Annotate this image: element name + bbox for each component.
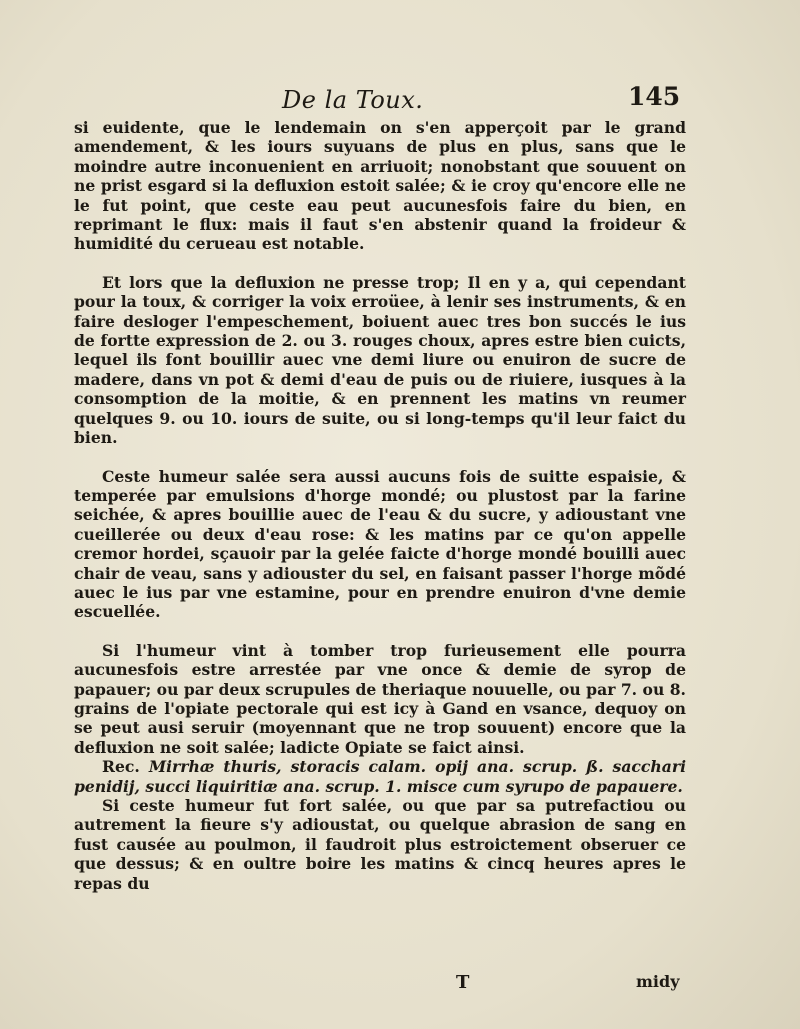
recipe-line — [74, 757, 686, 796]
paragraph-salt-humour: Ceste humeur salée sera aussi aucuns fois de suitte espaisie, & temperée par emulsions d'horge mondé; ou plustost par la farine seichée, & apres bouillie auec de l'eau & du sucre, y adioustant vne cueillerée ou deux d'eau rose: & les matins par ce qu'on appelle cremor hordei, sçauoir par la gelée faicte d'horge mondé bouilli auec chair de veau, sans y adiouster du sel, en faisant passer l'horge mõdé auec le ius par vne estamine, pour en prendre enuiron d'vne demie escuellée. — [74, 466, 686, 622]
catchword: midy — [636, 972, 680, 991]
running-head — [0, 82, 800, 118]
paragraph-final: Si ceste humeur fut fort salée, ou que par sa putrefactiou ou autrement la fieure s'y adioustat, ou quelque abrasion de sang en fust causée au poulmon, il faudroit plus estroictement obseruer ce que dessus; & en oultre boire les matins & cincq heures apres le repas du — [74, 796, 686, 893]
page-number: 145 — [628, 82, 681, 111]
paragraph-continued: si euidente, que le lendemain on s'en apperçoit par le grand amendement, & les iours suyuans de plus en plus, sans que le moindre autre inconuenient en arriuoit; nonobstant que souuent on ne prist esgard si la defluxion estoit salée; & ie croy qu'encore elle ne le fut point, que ceste eau peut aucunesfois faire du bien, en reprimant le flux: mais il faut s'en abstenir quand la froideur & humidité du cerueau est notable. — [74, 118, 686, 254]
recipe-lead: Rec. — [102, 757, 140, 777]
signature-mark: T — [456, 972, 470, 993]
body-text — [74, 118, 686, 893]
recipe-body: Mirrhæ thuris, storacis calam. opij ana. scrup. ß. sacchari penidij, succi liquiritiæ ana. scrup. 1. misce cum syrupo de papauere. — [74, 757, 687, 796]
page-footer — [0, 972, 800, 1002]
running-title: De la Toux. — [282, 86, 424, 114]
paragraph-opiate: Si l'humeur vint à tomber trop furieusement elle pourra aucunesfois estre arrestée par vne once & demie de syrop de papauer; ou par deux scrupules de theriaque nouuelle, ou par 7. ou 8. grains de l'opiate pectorale qui est icy à Gand en vsance, dequoy on se peut ausi seruir (moyennant que ne trop souuent) encore que la defluxion ne soit salée; ladicte Opiate se faict ainsi. — [74, 640, 686, 757]
paragraph-red-cabbage: Et lors que la defluxion ne presse trop; Il en y a, qui cependant pour la toux, & corriger la voix erroüee, à lenir ses instruments, & en faire desloger l'empeschement, boiuent auec tres bon succés le ius de fortte expression de 2. ou 3. rouges choux, apres estre bien cuicts, lequel ils font bouillir auec vne demi liure ou enuiron de sucre de madere, dans vn pot & demi d'eau de puis ou de riuiere, iusques à la consomption de la moitie, & en prennent les matins vn reumer quelques 9. ou 10. iours de suite, ou si long-temps qu'il leur faict du bien. — [74, 272, 686, 448]
